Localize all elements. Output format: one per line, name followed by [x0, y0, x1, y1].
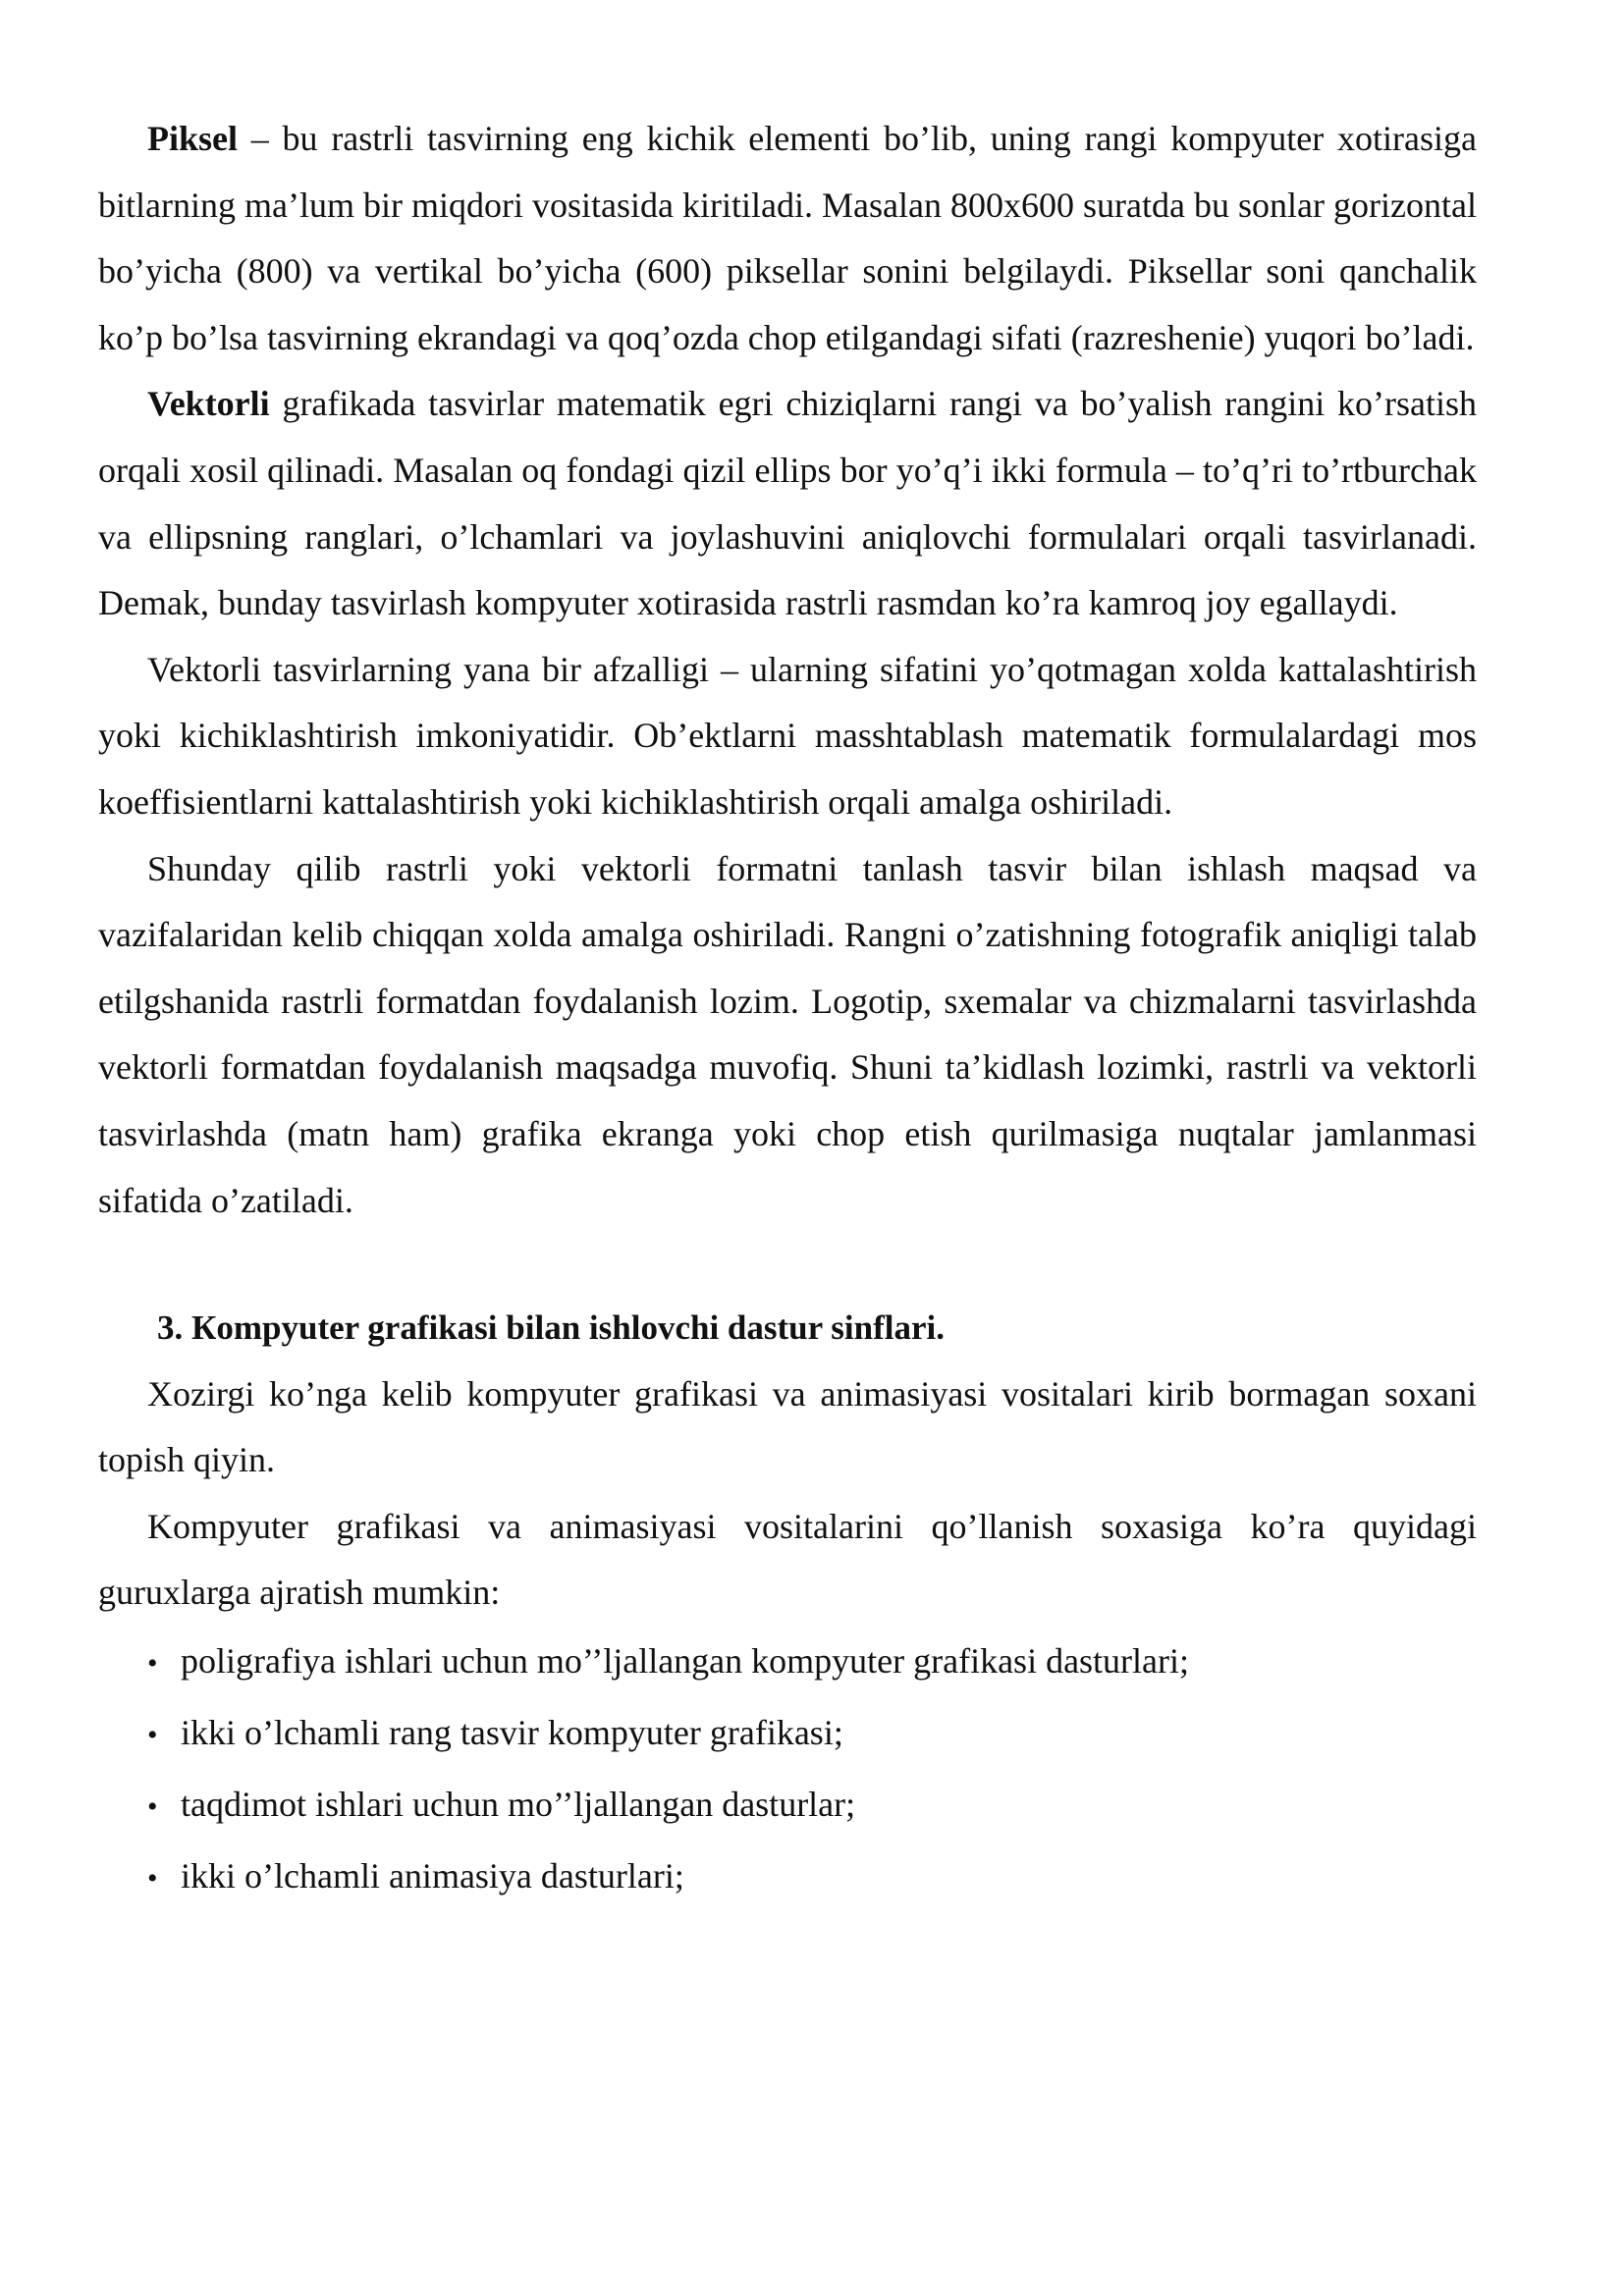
list-item-text: taqdimot ishlari uchun mo’’ljallangan dasturlar;	[181, 1785, 856, 1825]
paragraph-piksel	[98, 106, 1477, 371]
list-item	[147, 1698, 1477, 1770]
paragraph-vektorli	[98, 371, 1477, 636]
section-paragraph-intro: Xozirgi ko’nga kelib kompyuter grafikasi va animasiyasi vositalari kirib bormagan soxani topish qiyin.	[98, 1373, 1477, 1480]
list-item	[147, 1842, 1477, 1913]
list-item	[147, 1627, 1477, 1698]
paragraph-format-choice-text: Shunday qilib rastrli yoki vektorli formatni tanlash tasvir bilan ishlash maqsad va vazifalaridan kelib chiqqan xolda amalga oshiriladi. Rangni o’zatishning fotografik aniqligi talab etilgshanida rastrli formatdan foydalanish lozim. Logotip, sxemalar va chizmalarni tasvirlashda vektorli formatdan foydalanish maqsadga muvofiq. Shuni ta’kidlash lozimki, rastrli va vektorli tasvirlashda (matn ham) grafika ekranga yoki chop etish qurilmasiga nuqtalar jamlanmasi sifatida o’zatiladi.	[98, 848, 1477, 1220]
term-vektorli: Vektorli	[147, 384, 270, 424]
bullet-list	[98, 1627, 1477, 1913]
paragraph-format-choice	[98, 836, 1477, 1235]
list-item-text: ikki o’lchamli rang tasvir kompyuter grafikasi;	[181, 1713, 843, 1753]
list-item	[147, 1770, 1477, 1842]
section-heading: 3. Кompyuter grafikasi bilan ishlovchi dastur sinflari.	[157, 1308, 945, 1348]
paragraph-vector-advantage-text: Vektorli tasvirlarning yana bir afzalligi – ularning sifatini yo’qotmagan xolda kattalashtirish yoki kichiklashtirish imkoniyatidir. Ob’ektlarni masshtablash matematik formulalardagi mos koeffisientlarni kattalashtirish yoki kichiklashtirish orqali amalga oshiriladi.	[98, 649, 1477, 822]
paragraph-piksel-text: – bu rastrli tasvirning eng kichik elementi bo’lib, uning rangi kompyuter xotirasiga bitlarning ma’lum bir miqdori vositasida kiritiladi. Masalan 800x600 suratda bu sonlar gorizontal bo’yicha (800) va vertikal bo’yicha (600) piksellar sonini belgilaydi. Piksellar soni qanchalik ko’p bo’lsa tasvirning ekrandagi va qoq’ozda chop etilgandagi sifati (razreshenie) yuqori bo’ladi.	[98, 119, 1477, 357]
bullet-icon: •	[147, 1647, 158, 1681]
list-item-text: ikki o’lchamli animasiya dasturlari;	[181, 1856, 684, 1896]
list-item-text: poligrafiya ishlari uchun mo’’ljallangan kompyuter grafikasi dasturlari;	[181, 1641, 1190, 1682]
bullet-icon: •	[147, 1719, 158, 1752]
section-paragraph-groups: Kompyuter grafikasi va animasiyasi vositalarini qo’llanish soxasiga ko’ra quyidagi guruxlarga ajratish mumkin:	[98, 1506, 1477, 1613]
paragraph-vektorli-text: grafikada tasvirlar matematik egri chiziqlarni rangi va bo’yalish rangini ko’rsatish orqali xosil qilinadi. Masalan oq fondagi qizil ellips bor yo’q’i ikki formula – to’q’ri to’rtburchak va ellipsning ranglari, o’lchamlari va joylashuvini aniqlovchi formulalari orqali tasvirlanadi. Demak, bunday tasvirlash kompyuter xotirasida rastrli rasmdan ko’ra kamroq joy egallaydi.	[98, 384, 1477, 623]
bullet-icon: •	[147, 1862, 158, 1896]
paragraph-vector-advantage	[98, 637, 1477, 836]
bullet-icon: •	[147, 1790, 158, 1824]
document-page	[98, 106, 1477, 1913]
term-piksel: Piksel	[147, 119, 239, 158]
